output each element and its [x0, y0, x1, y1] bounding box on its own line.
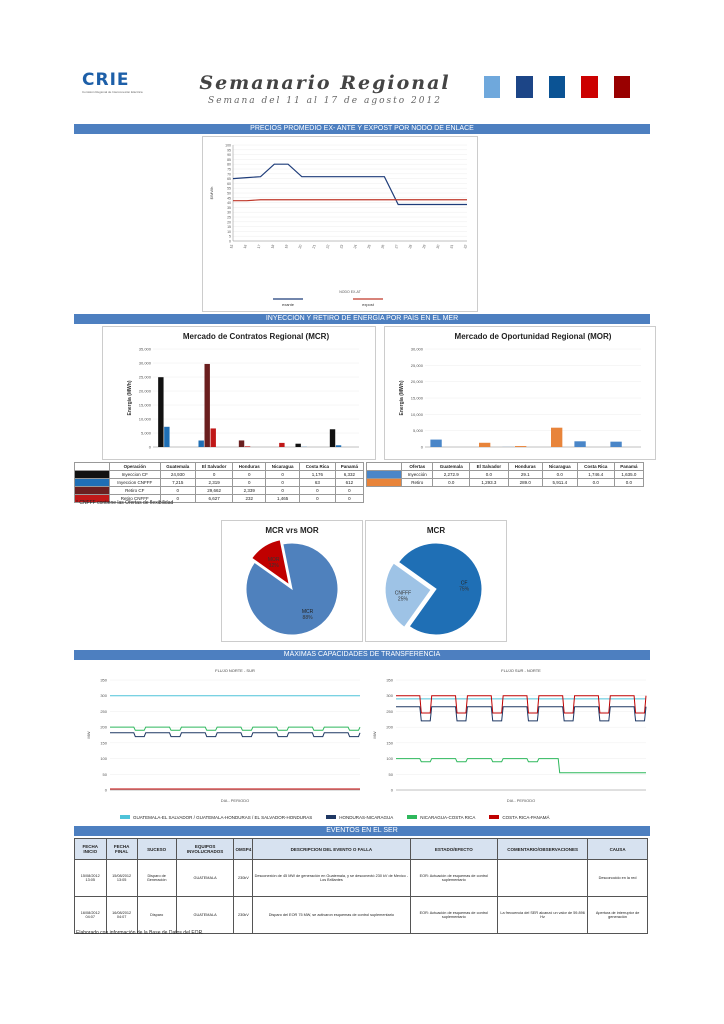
flag-stripe	[533, 76, 549, 98]
x-tick-label: 25	[366, 244, 372, 250]
y-tick-label: 150	[100, 740, 107, 746]
table-cell: 0	[335, 495, 363, 503]
logo-subtitle: Comisión Regional de Interconexión Eléctrica	[82, 90, 143, 94]
y-tick-label: 10,000	[138, 416, 151, 422]
pie-mcr-box	[365, 520, 507, 642]
bar-El Salvador	[479, 443, 490, 447]
table-cell: 1,746.4	[577, 471, 614, 479]
pie-pct-MCR: 88%	[302, 614, 313, 621]
events-header-cell: OMSP4	[234, 839, 253, 860]
x-axis-label: DIA - PERIODO	[506, 798, 536, 803]
page-subtitle: Semana del 11 al 17 de agosto 2012	[208, 96, 442, 106]
y-tick-label: 35,000	[138, 346, 151, 352]
table-row	[367, 471, 644, 479]
table-cell: 1,176	[300, 471, 336, 479]
line-ni-cr	[110, 727, 360, 730]
y-axis-label: MW	[86, 731, 91, 739]
x-tick-label: 17	[256, 244, 262, 250]
event-row	[75, 897, 648, 934]
table-cell: 1,465	[266, 495, 300, 503]
bar-Honduras	[239, 440, 244, 447]
x-tick-label: 18	[270, 244, 276, 250]
section-title-capacity: MÁXIMAS CAPACIDADES DE TRANSFERENCIA	[74, 650, 650, 660]
y-tick-label: 20,000	[410, 379, 423, 385]
table-row	[75, 487, 364, 495]
mcr-bar-chart	[103, 327, 375, 459]
table-cell: 29.1	[508, 471, 542, 479]
y-tick-label: 25	[227, 215, 231, 220]
bar-Guatemala	[158, 377, 163, 447]
table-row	[75, 471, 364, 479]
event-cell: 15/08/2012 13:05	[106, 860, 137, 897]
bar-Panamá	[330, 429, 335, 447]
event-cell: Disparo	[137, 897, 176, 934]
section-title-prices: PRECIOS PROMEDIO EX- ANTE Y EXPOST POR NODO DE ENLACE	[74, 124, 650, 134]
section-title-energy: INYECCIÓN Y RETIRO DE ENERGÍA POR PAÍS EN EL MER	[74, 314, 650, 324]
mor-bar-chart	[385, 327, 655, 459]
y-tick-label: 0	[420, 444, 423, 450]
bar-Costa Rica	[295, 444, 300, 447]
y-tick-label: 25,000	[410, 362, 423, 368]
y-tick-label: 150	[386, 740, 393, 746]
table-cell: 0	[233, 479, 266, 487]
y-tick-label: 65	[227, 177, 231, 182]
table-cell: 0	[233, 471, 266, 479]
y-tick-label: 25,000	[138, 374, 151, 380]
y-tick-label: 5,000	[412, 428, 423, 434]
pie-pct-CNFFF: 25%	[397, 596, 408, 603]
y-axis-label: Energía (MWh)	[127, 380, 133, 416]
legend-swatch	[367, 471, 402, 479]
events-header-cell: DESCRIPCION DEL EVENTO O FALLA	[253, 839, 410, 860]
y-tick-label: 55	[227, 186, 231, 191]
x-tick-label: 15	[229, 244, 234, 250]
table-row	[75, 479, 364, 487]
y-tick-label: 50	[102, 771, 107, 777]
y-tick-label: 5	[229, 234, 231, 239]
table-cell: 0	[266, 471, 300, 479]
x-tick-label: 16	[242, 244, 248, 250]
events-header-cell: FECHA INICIO	[75, 839, 107, 860]
line-hn-ni	[110, 733, 360, 737]
bar-Honduras	[245, 446, 250, 447]
row-label: Inyección	[402, 471, 433, 479]
table-cell: 2,339	[233, 487, 266, 495]
capacity-chart-title: FLUJO NORTE - SUR	[215, 668, 255, 673]
cnfff-note: * CNFFF contiene las Ofertas de flexibilidad	[76, 500, 174, 506]
legend-label-exante: exante	[281, 302, 295, 307]
y-tick-label: 350	[100, 677, 107, 683]
bar-Panamá	[336, 445, 341, 447]
event-cell: EOR: Actuación de esquemas de control suplementario	[410, 897, 498, 934]
y-tick-label: 90	[227, 153, 231, 158]
y-tick-label: 80	[227, 162, 231, 167]
table-header-cell: Panamá	[614, 463, 643, 471]
y-tick-label: 5,000	[140, 430, 151, 436]
flag-stripe	[484, 76, 500, 98]
events-header-cell: SUCESO	[137, 839, 176, 860]
y-tick-label: 15	[227, 225, 231, 230]
y-axis-label: $/MWh	[209, 186, 214, 200]
y-tick-label: 15,000	[410, 395, 423, 401]
y-axis-label: Energía (MWh)	[399, 380, 405, 416]
crie-logo	[82, 70, 172, 104]
y-tick-label: 250	[386, 708, 393, 714]
event-cell: Apertura de interruptor de generación	[588, 897, 648, 934]
section-title-events: EVENTOS EN EL SER	[74, 826, 650, 836]
events-header-cell: CAUSA	[588, 839, 648, 860]
table-header-cell: Operación	[110, 463, 161, 471]
pie-title: MCR	[426, 526, 446, 535]
x-tick-label: 27	[394, 244, 400, 250]
legend-item	[489, 815, 549, 820]
x-tick-label: 26	[380, 244, 386, 250]
table-cell: 7,215	[160, 479, 195, 487]
line-cr-pa	[396, 696, 646, 713]
event-cell: GUATEMALA	[176, 860, 234, 897]
table-cell: 5,911.4	[542, 479, 577, 487]
table-cell: 6,627	[196, 495, 233, 503]
legend-swatch	[75, 487, 110, 495]
table-cell: 0	[160, 495, 195, 503]
table-cell: 1,635.0	[614, 471, 643, 479]
flag-stripe	[614, 76, 630, 98]
x-tick-label: 21	[311, 244, 317, 250]
table-row	[367, 479, 644, 487]
legend-swatch	[489, 815, 499, 819]
table-cell: 63	[300, 479, 336, 487]
y-tick-label: 95	[227, 148, 231, 153]
y-tick-label: 30,000	[138, 360, 151, 366]
y-tick-label: 200	[100, 724, 107, 730]
y-tick-label: 250	[100, 708, 107, 714]
row-label: Inyeccion CF	[110, 471, 161, 479]
event-cell: GUATEMALA	[176, 897, 234, 934]
row-label: Retiro	[402, 479, 433, 487]
pie-pct-CF: 75%	[459, 586, 470, 593]
event-cell	[498, 860, 588, 897]
table-header-cell: Ofertas	[402, 463, 433, 471]
pie-chart-mcr	[366, 521, 506, 641]
y-tick-label: 15,000	[138, 402, 151, 408]
legend-swatch	[75, 479, 110, 487]
event-cell: 230kV	[234, 897, 253, 934]
mor-chart-box	[384, 326, 656, 460]
table-cell: 289.0	[508, 479, 542, 487]
events-table-header	[75, 839, 648, 860]
pie-label-CF: CF	[460, 580, 468, 587]
table-header-cell: El Salvador	[196, 463, 233, 471]
pie-pct-MOR: 12%	[268, 562, 279, 569]
pie-label-MOR: MOR	[267, 556, 280, 563]
y-tick-label: 35	[227, 205, 231, 210]
table-cell: 1,293.3	[470, 479, 509, 487]
bar-Guatemala	[430, 440, 441, 447]
legend-swatch	[75, 471, 110, 479]
y-tick-label: 0	[390, 787, 393, 793]
table-header-cell: Guatemala	[433, 463, 470, 471]
y-tick-label: 100	[225, 143, 231, 148]
table-cell: 0	[300, 487, 336, 495]
row-label: Retiro CF	[110, 487, 161, 495]
legend-swatch	[407, 815, 417, 819]
capacity-legend	[120, 812, 600, 822]
series-line-expost	[233, 200, 467, 201]
table-cell: 0.0	[577, 479, 614, 487]
event-cell: La frecuencia del SER alcanzó un valor de 59.896 Hz	[498, 897, 588, 934]
table-cell: 0.0	[470, 471, 509, 479]
table-cell: 0	[300, 495, 336, 503]
pie-chart-mcr-vs-mor	[222, 521, 362, 641]
x-tick-label: 19	[284, 244, 290, 250]
line-ni-cr	[396, 759, 646, 773]
y-tick-label: 0	[229, 239, 231, 244]
price-line-chart	[203, 137, 477, 311]
y-axis-label: MW	[372, 731, 377, 739]
table-cell: 6,332	[335, 471, 363, 479]
capacity-chart-south-north	[368, 664, 654, 808]
legend-swatch	[120, 815, 130, 819]
y-tick-label: 75	[227, 167, 231, 172]
table-cell: 2,272.9	[433, 471, 470, 479]
y-tick-label: 20,000	[138, 388, 151, 394]
table-cell: 0	[266, 479, 300, 487]
legend-item	[407, 815, 475, 820]
table-cell: 29,662	[196, 487, 233, 495]
table-header-cell: Honduras	[508, 463, 542, 471]
capacity-chart-north-south	[82, 664, 368, 808]
event-cell: EOR: Actuación de esquemas de control suplementario	[410, 860, 498, 897]
country-flags	[484, 76, 630, 98]
table-cell: 232	[233, 495, 266, 503]
flag-stripe	[598, 76, 614, 98]
y-tick-label: 70	[227, 172, 231, 177]
y-tick-label: 10	[227, 229, 231, 234]
legend-swatch	[367, 479, 402, 487]
y-tick-label: 85	[227, 157, 231, 162]
bar-Nicaragua	[551, 428, 562, 447]
capacity-chart-title: FLUJO SUR - NORTE	[501, 668, 541, 673]
event-cell: Disparo de Generación	[137, 860, 176, 897]
legend-item	[120, 815, 312, 820]
page-title: Semanario Regional	[199, 72, 451, 94]
event-cell: Disparo del EOR 75 MW, se activaron esquemas de control suplementario	[253, 897, 410, 934]
y-tick-label: 10,000	[410, 411, 423, 417]
x-axis-label: NODO EX-AT	[339, 290, 361, 294]
y-tick-label: 300	[386, 693, 393, 699]
table-cell: 0	[160, 487, 195, 495]
flag-stripe	[565, 76, 581, 98]
y-tick-label: 300	[100, 693, 107, 699]
bar-El Salvador	[205, 364, 210, 447]
legend-label: COSTA RICA-PANAMÁ	[502, 814, 550, 820]
y-tick-label: 0	[148, 444, 151, 450]
event-cell: Desconexión de 45 MW de generación en Guatemala, y se desconectó 230 kV de Mexico - Los Brillantes	[253, 860, 410, 897]
table-header-cell: Costa Rica	[300, 463, 336, 471]
table-cell: 0	[335, 487, 363, 495]
row-label: Retiro CNFFF	[110, 495, 161, 503]
flag-stripe	[581, 76, 597, 98]
x-tick-label: 20	[297, 244, 303, 250]
mcr-chart-box	[102, 326, 376, 460]
flag-stripe	[549, 76, 565, 98]
bar-Guatemala	[164, 427, 169, 447]
table-header-cell: Panamá	[335, 463, 363, 471]
mor-table-header	[367, 463, 644, 471]
table-cell: 0.0	[433, 479, 470, 487]
bar-El Salvador	[211, 428, 216, 447]
legend-label: HONDURAS-NICARAGUA	[339, 814, 394, 820]
y-tick-label: 45	[227, 196, 231, 201]
footer-note: Elaborado con información de la Base de Datos del EOR.	[76, 930, 204, 936]
y-tick-label: 100	[100, 756, 107, 762]
x-tick-label: 28	[408, 244, 413, 250]
events-header-cell: ESTADO/EFECTO	[410, 839, 498, 860]
table-cell: 0.0	[614, 479, 643, 487]
x-tick-label: 32	[463, 244, 468, 250]
table-cell: 0	[266, 487, 300, 495]
legend-label-expost: expost	[362, 302, 374, 307]
flag-stripe	[516, 76, 532, 98]
y-tick-label: 60	[227, 181, 231, 186]
table-cell: 2,319	[196, 479, 233, 487]
legend-label: GUATEMALA-EL SALVADOR / GUATEMALA-HONDURAS / EL SALVADOR-HONDURAS	[133, 814, 313, 820]
y-tick-label: 20	[227, 220, 231, 225]
events-table	[74, 838, 648, 934]
table-header-cell: El Salvador	[470, 463, 509, 471]
y-tick-label: 0	[104, 787, 107, 793]
table-cell: 612	[335, 479, 363, 487]
chart-title: Mercado de Contratos Regional (MCR)	[182, 332, 330, 341]
y-tick-label: 100	[386, 756, 393, 762]
table-header-cell: Costa Rica	[577, 463, 614, 471]
pie-mcr-mor-box	[221, 520, 363, 642]
table-header-cell: Honduras	[233, 463, 266, 471]
x-tick-label: 30	[435, 244, 441, 250]
y-tick-label: 50	[227, 191, 231, 196]
event-cell: Desconocido en la red	[588, 860, 648, 897]
table-header-cell: Guatemala	[160, 463, 195, 471]
legend-label: NICARAGUA-COSTA RICA	[420, 814, 476, 820]
price-chart-box	[202, 136, 478, 312]
table-cell: 24,930	[160, 471, 195, 479]
event-row	[75, 860, 648, 897]
event-cell: 15/08/2012 13:05	[75, 860, 107, 897]
pie-label-CNFFF: CNFFF	[394, 590, 412, 597]
flag-stripe	[500, 76, 516, 98]
events-header-cell: FECHA FINAL	[106, 839, 137, 860]
bar-Honduras	[515, 446, 526, 447]
y-tick-label: 30,000	[410, 346, 423, 352]
x-tick-label: 24	[352, 244, 358, 250]
events-header-cell: COMENTARIO/OBSERVACIONES	[498, 839, 588, 860]
table-header-cell: Nicaragua	[266, 463, 300, 471]
bar-Costa Rica	[574, 441, 585, 447]
x-tick-label: 31	[449, 244, 455, 250]
legend-item	[326, 815, 393, 820]
table-cell: 0.0	[542, 471, 577, 479]
x-tick-label: 29	[421, 244, 427, 250]
bar-Panamá	[610, 442, 621, 447]
mcr-table-header	[75, 463, 364, 471]
y-tick-label: 30	[227, 210, 231, 215]
pie-label-MCR: MCR	[301, 608, 314, 615]
x-axis-label: DIA - PERIODO	[220, 798, 250, 803]
series-line-exante	[233, 164, 467, 204]
mcr-table	[74, 462, 364, 503]
table-header-cell: Nicaragua	[542, 463, 577, 471]
table-cell: 0	[196, 471, 233, 479]
y-tick-label: 50	[388, 771, 393, 777]
x-tick-label: 22	[325, 244, 331, 250]
y-tick-label: 200	[386, 724, 393, 730]
y-tick-label: 40	[227, 201, 231, 206]
legend-swatch	[326, 815, 336, 819]
line-hn-ni	[396, 707, 646, 721]
pie-title: MCR vrs MOR	[265, 526, 319, 535]
y-tick-label: 350	[386, 677, 393, 683]
event-cell: 230kV	[234, 860, 253, 897]
event-cell: 16/08/2012 04:07	[106, 897, 137, 934]
event-cell: 16/08/2012 04:07	[75, 897, 107, 934]
chart-title: Mercado de Oportunidad Regional (MOR)	[454, 332, 612, 341]
bar-Nicaragua	[279, 443, 284, 447]
events-header-cell: EQUIPOS INVOLUCRADOS	[176, 839, 234, 860]
bar-El Salvador	[198, 441, 203, 447]
logo-text: CRIE	[82, 70, 130, 90]
row-label: Inyeccion CNFFF	[110, 479, 161, 487]
x-tick-label: 23	[339, 244, 345, 250]
mor-table	[366, 462, 644, 487]
